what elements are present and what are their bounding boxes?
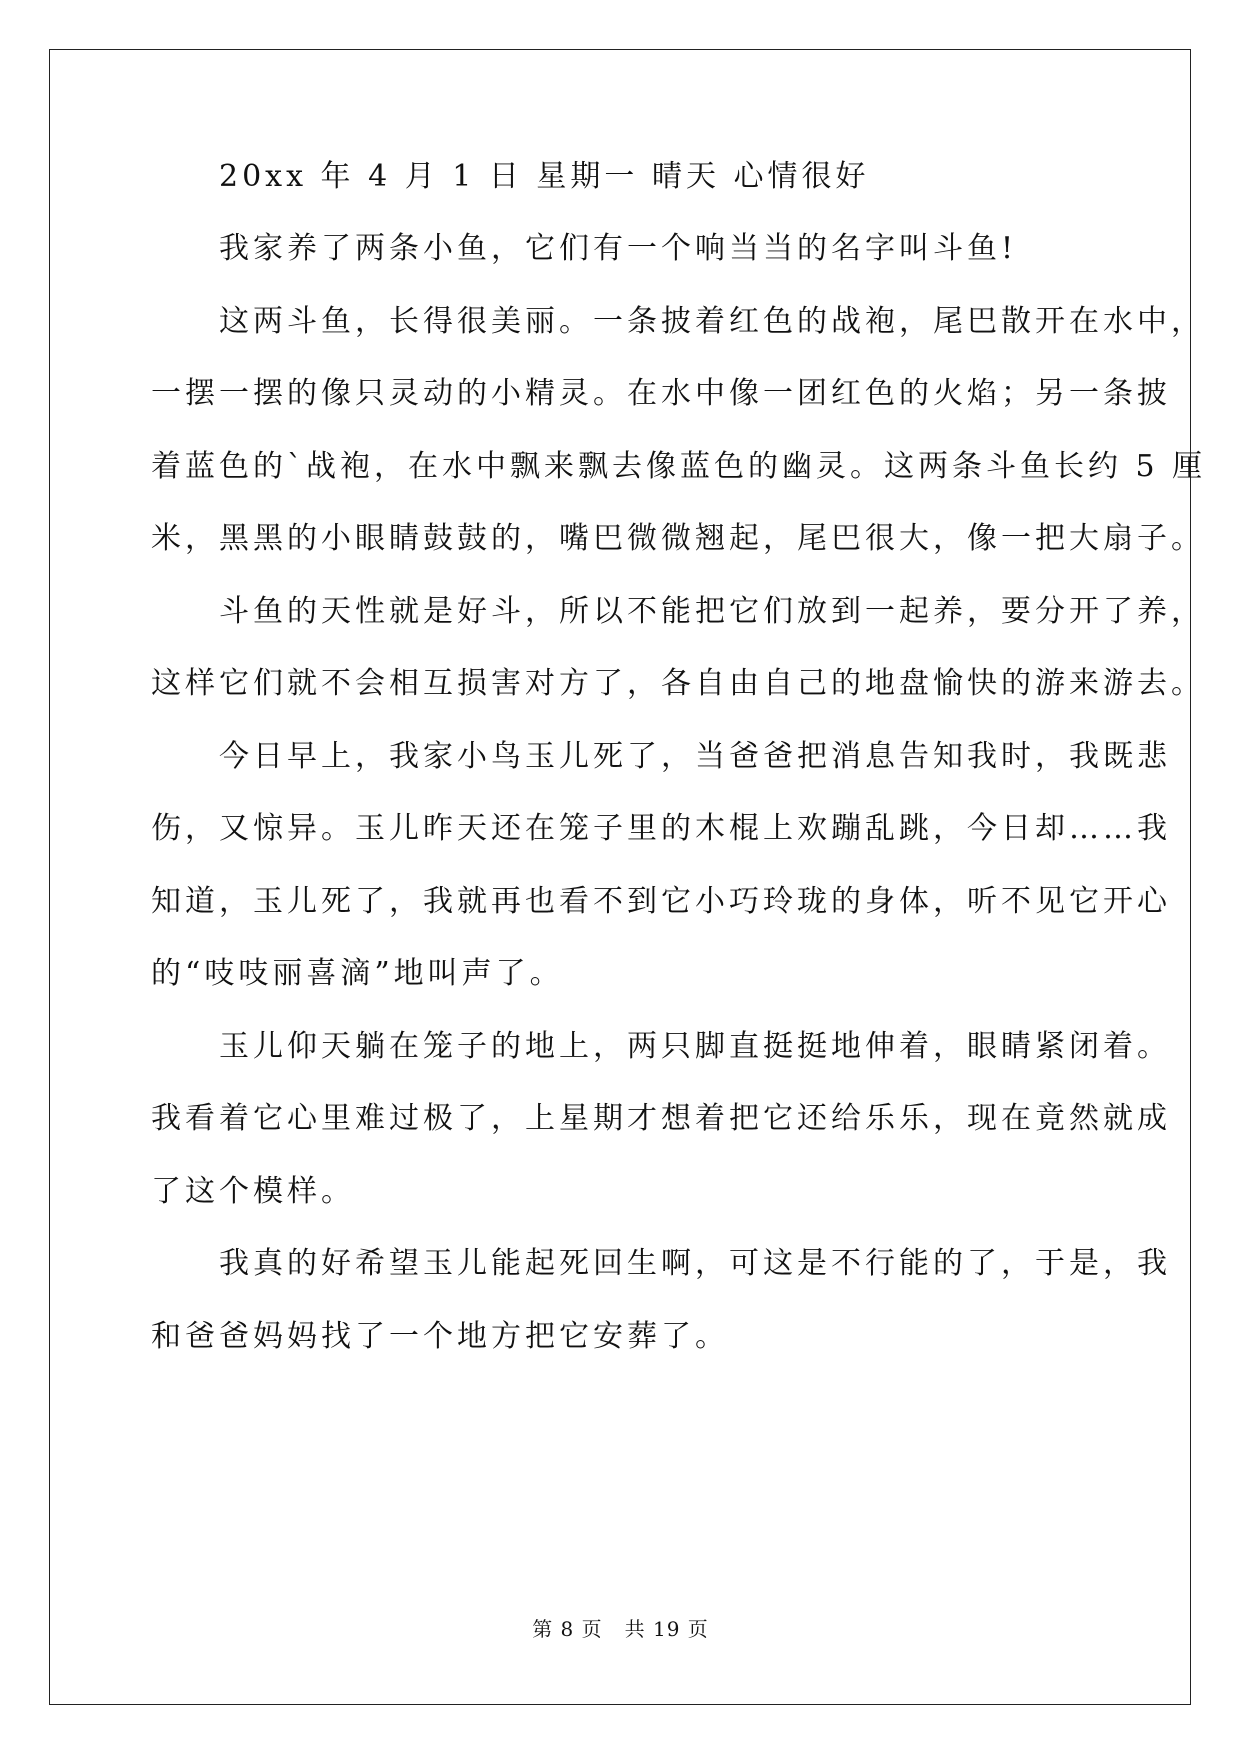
paragraph-line: 斗鱼的天性就是好斗，所以不能把它们放到一起养，要分开了养， [151,594,1205,629]
paragraph-line: 了这个模样。 [151,1174,355,1209]
paragraph-line: 一摆一摆的像只灵动的小精灵。在水中像一团红色的火焰；另一条披 [151,376,1171,411]
paragraph-line: 这两斗鱼，长得很美丽。一条披着红色的战袍，尾巴散开在水中， [151,304,1205,339]
paragraph-line: 的“吱吱丽喜滴”地叫声了。 [151,956,564,991]
paragraph-line: 和爸爸妈妈找了一个地方把它安葬了。 [151,1319,729,1354]
page-total: 共 19 页 [624,1617,709,1641]
paragraph-line: 着蓝色的`战袍，在水中飘来飘去像蓝色的幽灵。这两条斗鱼长约 5 厘 [151,449,1207,484]
document-body [151,159,1207,1354]
paragraph-line: 这样它们就不会相互损害对方了，各自由自己的地盘愉快的游来游去。 [151,666,1205,701]
paragraph-line: 知道，玉儿死了，我就再也看不到它小巧玲珑的身体，听不见它开心 [151,884,1171,919]
paragraph-line: 玉儿仰天躺在笼子的地上，两只脚直挺挺地伸着，眼睛紧闭着。 [151,1029,1171,1064]
diary-date-line: 20xx 年 4 月 1 日 星期一 晴天 心情很好 [151,159,870,194]
paragraph-line: 我看着它心里难过极了，上星期才想着把它还给乐乐，现在竟然就成 [151,1101,1171,1136]
paragraph-line: 今日早上，我家小鸟玉儿死了，当爸爸把消息告知我时，我既悲 [151,739,1171,774]
page-footer [0,1618,1241,1640]
paragraph-line: 我真的好希望玉儿能起死回生啊，可这是不行能的了，于是，我 [151,1246,1171,1281]
paragraph-line: 我家养了两条小鱼，它们有一个响当当的名字叫斗鱼! [151,231,1018,266]
paragraph-line: 伤，又惊异。玉儿昨天还在笼子里的木棍上欢蹦乱跳，今日却……我 [151,811,1171,846]
page-number: 第 8 页 [532,1617,603,1641]
paragraph-line: 米，黑黑的小眼睛鼓鼓的，嘴巴微微翘起，尾巴很大，像一把大扇子。 [151,521,1205,556]
